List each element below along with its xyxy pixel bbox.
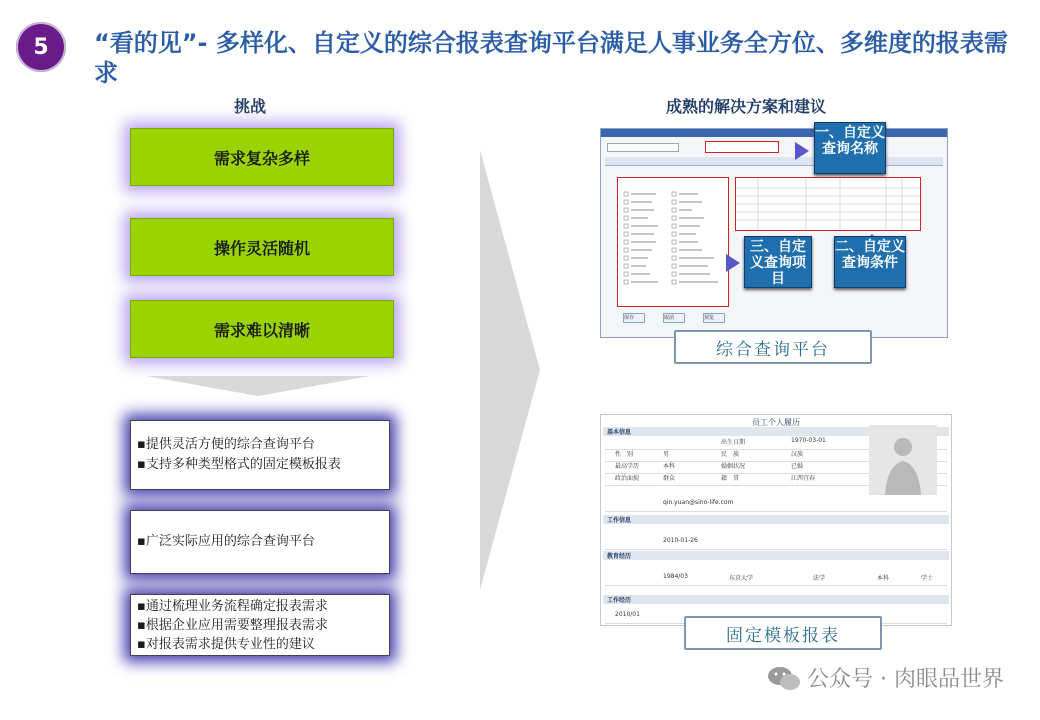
list-item: ▪根据企业应用需要整理报表需求 (137, 617, 328, 633)
list-item: ▪提供灵活方便的综合查询平台 (137, 437, 315, 452)
watermark: 公众号 · 肉眼品世界 (767, 662, 1004, 693)
table-row: qin.yuan@sino-life.com (605, 499, 947, 512)
report-title: 员工个人履历 (752, 418, 800, 427)
query-conditions-grid (735, 177, 921, 231)
solution-box-3 (130, 594, 390, 656)
arrow-right-icon (795, 142, 809, 160)
list-item: ▪广泛实际应用的综合查询平台 (137, 534, 315, 549)
person-silhouette-icon (869, 425, 937, 495)
table-row: 最高学历 本科 婚姻状况 已婚 (605, 461, 947, 474)
section-header: 工作信息 (603, 515, 949, 524)
callout-query-conditions: 二、自定义查询条件 (834, 236, 906, 288)
table-row: 出生日期 1970-03-01 (605, 437, 947, 450)
challenge-box-3: 需求难以清晰 (130, 300, 394, 358)
window-titlebar (601, 129, 947, 137)
list-item: ▪对报表需求提供专业性的建议 (137, 636, 315, 652)
cancel-button[interactable]: 取消 (663, 313, 685, 323)
preview-button[interactable]: 预览 (703, 313, 725, 323)
query-platform-caption: 综合查询平台 (674, 330, 872, 364)
section-header: 教育经历 (603, 551, 949, 560)
wechat-icon (767, 665, 801, 691)
table-row: 性 别 男 民 族 汉族 (605, 449, 947, 462)
challenge-heading: 挑战 (234, 97, 267, 116)
query-name-field (705, 141, 779, 153)
arrow-right-icon (726, 254, 740, 272)
list-item: ▪支持多种类型格式的固定模板报表 (137, 457, 341, 472)
callout-query-items: 三、自定义查询项目 (744, 236, 812, 288)
template-report-screenshot (600, 414, 952, 626)
challenge-box-2: 操作灵活随机 (130, 218, 394, 276)
down-arrow-divider (146, 376, 370, 396)
callout-query-name: 一、自定义查询名称 (814, 122, 886, 174)
section-header: 基本信息 (603, 427, 949, 436)
solution-heading: 成熟的解决方案和建议 (666, 97, 827, 116)
solution-box-2 (130, 510, 390, 574)
conditions-table (736, 178, 920, 230)
query-tab-strip (605, 157, 943, 166)
save-button[interactable]: 保存 (623, 313, 645, 323)
slide-number-badge: 5 (16, 22, 66, 72)
section-header: 工作经历 (603, 595, 949, 604)
table-row: 1984/03 东京大学 法学 本科 学士 (605, 573, 947, 586)
date-field (607, 143, 679, 152)
list-item: ▪通过梳理业务流程确定报表需求 (137, 598, 328, 614)
table-row: 政治面貌 群众 籍 贯 江西宜春 (605, 473, 947, 486)
solution-box-1 (130, 420, 390, 490)
avatar (869, 425, 937, 495)
challenge-box-1: 需求复杂多样 (130, 128, 394, 186)
query-platform-screenshot (600, 128, 948, 338)
query-items-panel (617, 177, 729, 307)
template-report-caption: 固定模板报表 (684, 616, 882, 650)
slide-title: “看的见”- 多样化、自定义的综合报表查询平台满足人事业务全方位、多维度的报表需求 (94, 29, 1008, 87)
table-row: 2010-01-26 (605, 537, 947, 550)
checkbox-list (618, 178, 728, 306)
chevron-right-icon (480, 150, 540, 590)
table-row: 2010/01 (605, 611, 947, 624)
